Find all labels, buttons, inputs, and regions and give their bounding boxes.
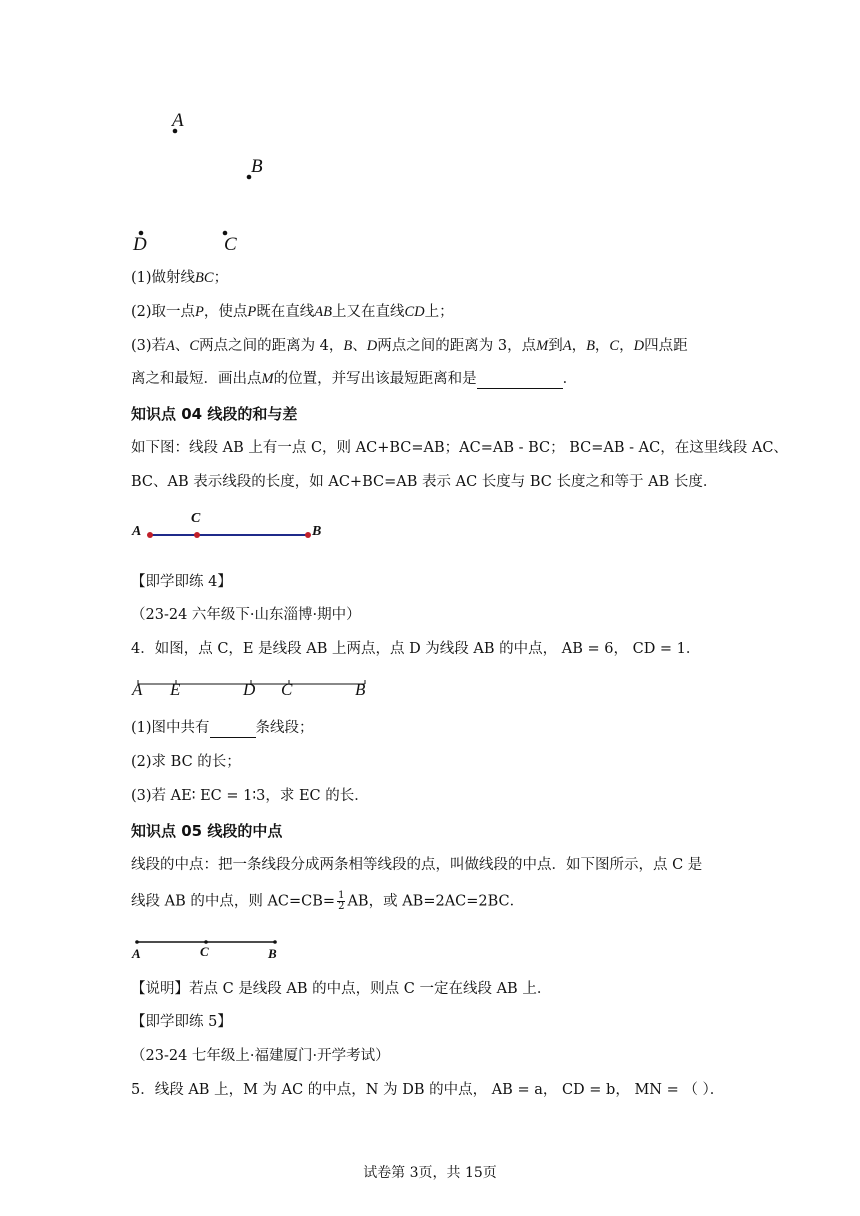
- q3-part3-b: A: [166, 338, 175, 354]
- ex4-q1-blank[interactable]: [210, 721, 256, 738]
- kp04-paragraph-line1: 如下图：线段 AB 上有一点 C，则 AC+BC=AB；AC=AB - BC； BC=AB - AC，在这里线段 AC、: [131, 440, 788, 456]
- kp05-point-a: [135, 940, 139, 944]
- q3-part3-cont-d: ．: [562, 371, 578, 387]
- kp05-segment-svg: [0, 936, 860, 956]
- kp05-label-a: A: [132, 946, 141, 961]
- q3-part2-b: P: [195, 304, 204, 320]
- q3-part3-g: 、: [352, 338, 367, 354]
- four-points-svg: [0, 0, 860, 260]
- ex5-label: 【即学即练 5】: [131, 1014, 232, 1030]
- q3-part3-m: ，: [571, 338, 587, 354]
- kp05-note-text: 若点 C 是线段 AB 的中点，则点 C 一定在线段 AB 上．: [189, 981, 552, 997]
- q3-part2-i: 上；: [424, 304, 454, 320]
- kp05-note: [131, 979, 551, 999]
- point-c-label: C: [224, 234, 237, 255]
- kp05-paragraph-line2: [131, 891, 524, 912]
- q3-part3-f: B: [343, 338, 353, 354]
- kp05-point-b: [273, 940, 277, 944]
- q3-part3-i: 两点之间的距离为 3，点: [377, 338, 537, 354]
- q3-part2-e: 既在直线: [256, 304, 315, 320]
- kp05-heading: 知识点 05 线段的中点: [131, 822, 283, 840]
- q3-part3-r: D: [633, 338, 645, 354]
- ex4-q1-b: 条线段；: [255, 720, 314, 736]
- q3-part3-d: C: [189, 338, 200, 354]
- q3-part3-a: (3)若: [131, 338, 167, 354]
- q3-part3-cont-a: 离之和最短．画出点: [131, 371, 262, 387]
- point-d-label: D: [133, 234, 147, 255]
- q3-part3: [131, 336, 688, 356]
- q3-part1-ray: BC: [195, 270, 214, 286]
- q3-part2-a: (2)取一点: [131, 304, 196, 320]
- ex4-stem: 4．如图，点 C，E 是线段 AB 上两点，点 D 为线段 AB 的中点， AB = 6， CD = 1．: [131, 641, 701, 657]
- q3-part3-k: 到: [548, 338, 563, 354]
- kp04-point-c: [194, 532, 200, 538]
- q3-part3-cont-b: M: [261, 371, 274, 387]
- q3-part3-o: ，: [594, 338, 610, 354]
- kp04-segment-svg: [0, 520, 860, 560]
- q3-part2-c: ，使点: [203, 304, 248, 320]
- one-half-fraction: [337, 891, 345, 912]
- ex4-source: （23-24 六年级下·山东淄博·期中）: [131, 607, 361, 623]
- q3-part3-n: B: [586, 338, 595, 354]
- ex4-label-c: C: [281, 680, 293, 699]
- ex4-label-b: B: [355, 680, 366, 699]
- kp05-paragraph-line1: 线段的中点：把一条线段分成两条相等线段的点，叫做线段的中点．如下图所示，点 C 是: [131, 857, 703, 873]
- q3-part2-d: P: [247, 304, 257, 320]
- q3-part2-g: 上又在直线: [331, 304, 405, 320]
- q3-part2-h: CD: [404, 304, 425, 320]
- kp05-p2-a: 线段 AB 的中点，则 AC=CB=: [131, 893, 336, 910]
- ex4-label: 【即学即练 4】: [131, 574, 232, 590]
- kp04-label-b: B: [312, 524, 322, 539]
- fraction-denominator: 2: [338, 901, 345, 912]
- point-a-label: A: [172, 110, 184, 131]
- answer-blank[interactable]: [477, 372, 563, 389]
- q3-part3-q: ，: [619, 338, 634, 354]
- q3-part3-c: 、: [174, 338, 190, 354]
- q3-part3-j: M: [536, 338, 549, 354]
- ex5-source: （23-24 七年级上·福建厦门·开学考试）: [131, 1048, 390, 1064]
- q3-part3-p: C: [609, 338, 620, 354]
- kp04-point-a: [147, 532, 153, 538]
- fraction-numerator: 1: [338, 890, 345, 901]
- q3-part3-s: 四点距: [644, 338, 688, 354]
- q3-part3-cont-c: 的位置，并写出该最短距离和是: [273, 371, 477, 387]
- kp04-label-c: C: [191, 511, 201, 526]
- ex4-q1-a: (1)图中共有: [131, 720, 210, 736]
- q3-part3-l: A: [562, 338, 572, 354]
- kp04-heading: 知识点 04 线段的和与差: [131, 405, 298, 423]
- q3-part3-h: D: [366, 338, 378, 354]
- ex4-q1: [131, 718, 314, 738]
- ex5-stem: 5．线段 AB 上，M 为 AC 的中点，N 为 DB 的中点， AB = a， CD = b， MN = （ ）．: [131, 1082, 725, 1098]
- ex4-label-e: E: [170, 680, 181, 699]
- q3-part1-end: ；: [213, 270, 229, 286]
- q3-part2: [131, 302, 454, 322]
- ex4-segment-svg: [0, 676, 860, 706]
- ex4-q3: (3)若 AE∶ EC = 1∶3，求 EC 的长．: [131, 788, 369, 804]
- kp05-note-label: 【说明】: [131, 981, 189, 997]
- q3-part1: [131, 268, 228, 288]
- kp05-label-c: C: [200, 944, 209, 959]
- ex4-label-d: D: [243, 680, 256, 699]
- point-b-label: B: [251, 156, 263, 177]
- ex4-label-a: A: [132, 680, 143, 699]
- q3-part3-cont: [131, 369, 577, 389]
- kp04-point-b: [305, 532, 311, 538]
- kp04-label-a: A: [132, 524, 142, 539]
- q3-part3-e: 两点之间的距离为 4，: [199, 338, 344, 354]
- q3-part2-f: AB: [314, 304, 332, 320]
- kp05-label-b: B: [268, 946, 277, 961]
- q3-part1-text: (1)做射线: [131, 270, 196, 286]
- page-footer: 试卷第 3页，共 15页: [363, 1165, 497, 1181]
- kp05-p2-b: AB，或 AB=2AC=2BC．: [347, 893, 525, 910]
- ex4-q2: (2)求 BC 的长；: [131, 754, 241, 770]
- kp04-paragraph-line2: BC、AB 表示线段的长度，如 AC+BC=AB 表示 AC 长度与 BC 长度之和等于 AB 长度．: [131, 474, 718, 490]
